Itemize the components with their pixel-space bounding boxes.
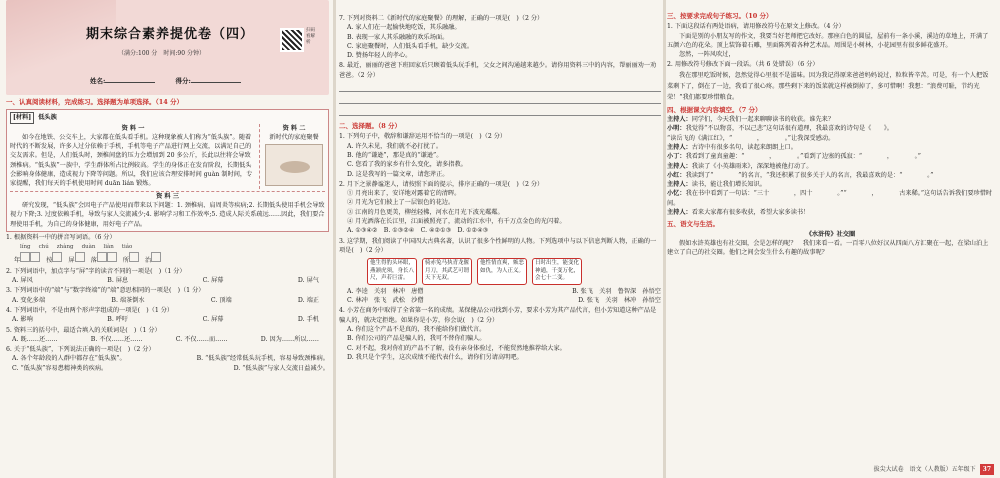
choice-question-2: 2. 月下之景静谧迷人，请按照下面的提示，排序正确的一项是( )（2 分） [339,180,544,188]
section-3-title: 三、按要求完成句子练习。（10 分） [667,12,773,20]
speaker-host: 主持人： [667,116,692,124]
question-4-options [6,315,329,324]
option[interactable]: C. 对不起，我对你们的产品不了解，没有亲身体验过，不能贸然地推荐给大家。 [347,344,566,352]
character-card: 骑赤兔马执青龙偃月刀，其武艺可谓天下无双。 [422,258,472,285]
pinyin-item: chú [38,244,49,251]
writing-cell[interactable] [129,252,139,262]
sentence-question-2: 2. 用修改符号修改下面一段话。（共 6 处错误）（6 分） [667,61,819,69]
option[interactable]: A. 既……还…… [12,335,58,343]
page-gutter [663,0,666,478]
section-2-title: 二、选择题。（8 分） [339,122,402,131]
question-5-options [6,335,329,344]
writing-cell[interactable] [97,252,107,262]
writing-cell[interactable] [151,252,161,262]
dialogue-line: 同学们，今天我们一起来聊聊读书的收获。谁先来？ [691,116,835,124]
answer-line[interactable] [339,106,661,116]
dialogue-line: 读书，能让我们增长知识。 [691,181,766,189]
pinyin-item: zhàng [56,244,74,251]
grid-word: 年 [14,257,21,265]
option[interactable]: A. 许久未见，我们就不必打扰了。 [347,142,443,150]
sentence-question-1: 1. 下面这段话有两处语病，请用修改符号在原文上修改。（4 分） [667,23,845,31]
page-number: 37 [980,464,994,475]
grid-word: 所 [122,257,129,265]
option[interactable]: D. 手机 [297,316,319,324]
material-two-title: 资 料 二 [282,124,306,132]
dialogue-block [667,115,994,217]
qr-label: 扫码看解析 [306,28,315,45]
choice-4-options [339,325,661,362]
option[interactable]: A. 各个年龄段的人群中都存在“低头族”。 [12,355,126,363]
question-2-options [6,276,329,285]
option[interactable]: A. 屏风 [12,277,33,285]
option[interactable]: B. 表现一家人其乐融融的欢乐场面。 [347,33,449,41]
grid-word: 治 [144,257,152,265]
option[interactable]: C. 您看了我的家乡有什么变化，请多指教。 [347,161,467,169]
option[interactable]: D. 我只是个学生，这次成绩不能代表什么，请你们另请高明吧。 [347,353,523,361]
option[interactable]: C. 不仅……而…… [175,335,228,343]
option[interactable]: B. 他的“谦逊”，那是真的“谦逊”。 [347,151,443,159]
option[interactable]: A. 变化多端 [12,296,46,304]
page-gutter [333,0,336,478]
question-3: 3. 下列词语中的“端”与“数字终端”的“端”意思相同的一项是( )（1 分） [6,287,205,295]
option[interactable]: C. 顶端 [210,296,232,304]
question-6-options [6,354,329,373]
material-two [259,124,325,189]
dialogue-line: “读岳飞的《满江红》，“ ， 。”让我深受感动。 [667,134,835,142]
pinyin-item: liàn [103,244,114,251]
option[interactable]: D. 屏气 [297,277,319,285]
option[interactable]: B. 呼吁 [107,316,129,324]
option[interactable]: A. 李逵 关羽 林冲 唐僧 [347,287,424,295]
score-label: 得分: [175,77,191,85]
option[interactable]: B. 张飞 关羽 鲁智深 孙悟空 [572,287,661,295]
section-5-title: 五、语文与生活。 [667,220,719,229]
writing-cell[interactable] [75,252,85,262]
sentence-1-text: 下面是别的小朋友写的作文，我要当好老师把它改好。那座白色的圆屋，屋前有一条小溪，溪边的草地上，开满了五颜六色的花朵。顶上装饰着石雕，里面陈列着各种艺术品。周围是小树林，小花园里有很多鲜花盛开。 [667,32,989,49]
material-three-text: 研究发现，“低头族”会因电子产品使用而带来以下问题：1. 颈椎病、肩周炎等疾病;2. 长期低头使用手机会导致视力下降;3. 过度依赖手机，导致与家人交流减少;4. 影响学习和工作效率;5. 造成人际关系疏远……因此，我们要合理使用手机，为自己的身体健康，用好电子产品。 [10,201,325,228]
page-footer [667,464,994,475]
option: ③ 江南的月色更美，柳丝轻拂，河水在月光下波光粼粼。 [347,208,504,216]
section-1-title: 一、认真阅读材料，完成练习。选择题为单项选择。（14 分） [6,98,184,106]
choice-question-4: 4. 小芳在商务中取得了全省第一名的成绩。某保健品公司找到小芳，要求小芳为其产品代言，但小芳知道这种产品是骗人的，就决定拒绝。如果你是小芳，你会说( )（2 分） [339,307,657,324]
dialogue-line: 看来大家都有很多收获，希望大家多读书！ [691,209,810,217]
sentence-1-end: 忽然，一阵风吹过， [679,51,735,59]
section-5-text: 假如水浒英雄也有社交圈，会是怎样的呢？ 我们来看一看。一百零八位好汉从四面八方汇聚在一起，在梁山泊上建立了自己的社交圈。他们之间会发生什么有趣的故事呢？ [667,239,989,257]
speaker-host: 主持人： [667,181,692,189]
question-6: 6. 关于“低头族”，下列说法正确的一项是( )（2 分） [6,346,155,354]
option[interactable]: A. ①③④② B. ①③②④ C. ④②①③ D. ①②④③ [347,227,489,235]
material-two-caption: 新时代的家庭聚餐 [269,133,319,141]
option[interactable]: C. 屏幕 [202,277,224,285]
material-tag: [材料] [10,112,34,123]
question-4: 4. 下列词语中，不是由两个形声字组成的一项是( )（1 分） [6,306,174,314]
name-label: 姓名: [90,77,106,85]
grid-word: 屏 [68,257,75,265]
section-4-title: 四、根据课文内容填空。（7 分） [667,105,762,114]
score-field[interactable] [191,82,241,83]
material-box [6,109,329,232]
qr-code-icon[interactable] [280,28,304,52]
speaker-xiaoding: 小丁： [667,153,686,161]
question-7: 7. 下列对资料二《新时代的家庭聚餐》的理解，正确的一项是( )（2 分） [339,15,544,22]
column-left [6,0,329,478]
option[interactable]: A. 你们这个产品不是真的，我不能给你们做代言。 [347,325,486,333]
material-one [10,124,256,189]
option[interactable]: C. 林冲 张飞 武松 沙僧 [347,297,424,305]
writing-grid [14,252,329,265]
column-right [667,0,994,478]
material-three [10,191,325,229]
speaker-host: 主持人： [667,209,692,217]
sentence-2-text: 我在那里吃饭时候，忽然觉得心里很不是滋味。因为我记得原来爸爸妈妈说过，粒粒皆辛苦。可是，有一个人把饭菜剩下了，倒在了一边，我看了很心疼。那些剩下来的饭菜就这样被倒掉了，多可惜啊！我想：“浪费可耻，节约光荣！”我们都要珍惜粮食。 [667,71,989,101]
option[interactable]: A. 家人们在一起愉快地吃饭，其乐融融。 [347,24,461,32]
option[interactable]: B. 屏息 [107,277,129,285]
option[interactable]: C. 家庭聚餐时，人们低头看手机，缺少交流。 [347,42,474,50]
material-one-text: 如今在地铁、公交车上，大家都在低头看手机。这种现象被人们称为“低头族”。随着时代的不断发展，许多人过分依赖于手机，手机等电子产品进行网上交流，以满足自己的交友需求。但是，人们低头时，颈椎间盘的压力会增加到 20 多公斤，长此以往将会导致颈椎病。“低头族”一族中，学生群体所占比例较高。学生的身体正在发育阶段，长期低头会影响身体健康，造成视力下降等问题。所以，我们应该合理安排时间 guàn 制时间，专家提醒，我们每天的手机使用时间 duān lián 锻炼。 [10,133,253,188]
pinyin-item: líng [20,244,31,251]
option: ② 月光为它们披上了一层银色的花边。 [347,199,455,207]
dialogue-line: 我觉得“不以物喜，不以己悲”这句话很有道理，我最喜欢的诗句是《 》。 [685,125,893,133]
option[interactable]: C. “低头族”容易患精神类的疾病。 [12,364,108,372]
dialogue-line: 我读了《小英雄雨来》，深深地被他打动了。 [691,162,813,170]
answer-line[interactable] [339,94,661,104]
option[interactable]: D. 端正 [297,296,319,304]
question-5: 5. 资料三的括号中，最适合填入的关联词是( )（1 分） [6,326,161,334]
exam-title: 期末综合素养提优卷（四） [86,27,255,42]
question-3-options [6,296,329,305]
column-middle [339,0,661,478]
pinyin-item: tiáo [121,244,133,251]
exam-header [6,0,329,95]
material-name: 低头族 [38,114,57,122]
footer-text: 拔尖大试卷 语文（人教版）五年级下 [873,465,976,473]
question-1: 1. 根据资料一中的拼音写词语。（6 分） [6,233,116,241]
character-card: 日时出生，能变化神通，千变万化，会七十二变。 [532,258,582,285]
option[interactable]: D. “低头族”与家人交流日益减少。 [233,364,329,372]
option: ① 月亮出来了，安详地对露着它的清晖。 [347,190,461,198]
writing-cell[interactable] [107,252,117,262]
grid-word: 按 [46,257,53,265]
dialogue-line: 我看到了童真童趣：“ ， 。”看到了边塞的孤寂：“ ， 。” [685,153,921,161]
option[interactable]: D. 因为……所以…… [260,335,319,343]
option: ④ 月光洒落在长江里，江面被照亮了，流动的江水中，有千万点金色的光闪着。 [347,218,566,226]
character-card: 他性情直爽，嫉恶如仇，为人正义。 [477,258,527,285]
exam-subtitle: （满分:100 分 时间:90 分钟） [118,50,205,57]
question-2: 2. 下列词语中，加点字与“屏”字的读音不同的一项是( )（1 分） [6,267,186,275]
choice-2-options [339,189,661,235]
choice-question-3: 3. 这学期，我们阅读了中国四大古典名著，认识了很多个性鲜明的人物。下列选项中与以下信息判断人物，正确的一项是( )（2 分） [339,237,657,254]
speaker-xiaoyi: 小忆： [667,190,686,198]
writing-cell[interactable] [52,252,62,262]
material-one-title: 资 料 一 [121,124,145,132]
grid-word: 落 [90,257,97,265]
choice-1-options [339,142,661,179]
speaker-xiaohong: 小红： [667,171,686,179]
name-field[interactable] [105,82,155,83]
option[interactable]: A. 影响 [12,316,33,324]
question-8: 8. 最近，丽丽的爸爸下班回家后只顾着低头玩手机，父女之间沟通越来越少。请你用资料三中的内容，帮丽丽劝一劝爸爸。（2 分） [339,62,657,79]
character-cards [367,258,661,285]
option[interactable]: B. “低头族”经常低头玩手机，容易导致颈椎病。 [196,355,329,363]
option[interactable]: C. 屏幕 [202,316,224,324]
writing-cell[interactable] [20,252,30,262]
option[interactable]: B. 你们公司的产品是骗人的，我可不替你们骗人。 [347,335,486,343]
choice-question-1: 1. 下列句子中，敬辞和谦辞运用不恰当的一项是( )（2 分） [339,133,507,141]
section-5-subtitle: 《水浒传》社交圈 [805,230,856,238]
writing-cell[interactable] [30,252,40,262]
option[interactable]: D. 赞扬年轻人的孝心。 [347,52,412,60]
pinyin-row [20,243,329,252]
question-7-options [339,23,661,60]
choice-3-options [339,287,661,306]
option[interactable]: D. 这是我写的一篇文章，请您斧正。 [347,170,449,178]
dialogue-line: 我读到了“ ”的名言，“我还积累了很多关于人的名言，我最喜欢的是：“ 。” [685,171,934,179]
answer-line[interactable] [339,82,661,92]
dialogue-line: 我在书中看到了一句话：“三十 ，四十 。”“ ， 古来稀。”这句话告诉我们要珍惜时间。 [667,190,993,207]
option[interactable]: D. 张飞 关羽 林冲 孙悟空 [578,297,661,305]
dialogue-line: 古诗中有很多名句，读起来朗朗上口。 [691,143,797,151]
pinyin-item: duàn [81,244,96,251]
speaker-host: 主持人： [667,162,692,170]
material-three-title: 资 料 三 [156,192,179,200]
option[interactable]: B. 端茶倒水 [111,296,145,304]
character-card: 他生得豹头环眼，燕颔虎须，身长八尺，声若巨雷。 [367,258,417,285]
option[interactable]: B. 不仅……还…… [90,335,143,343]
name-score-bar [90,77,259,86]
speaker-host: 主持人： [667,143,692,151]
family-dinner-illustration [265,144,323,186]
speaker-xiaoming: 小明： [667,125,686,133]
